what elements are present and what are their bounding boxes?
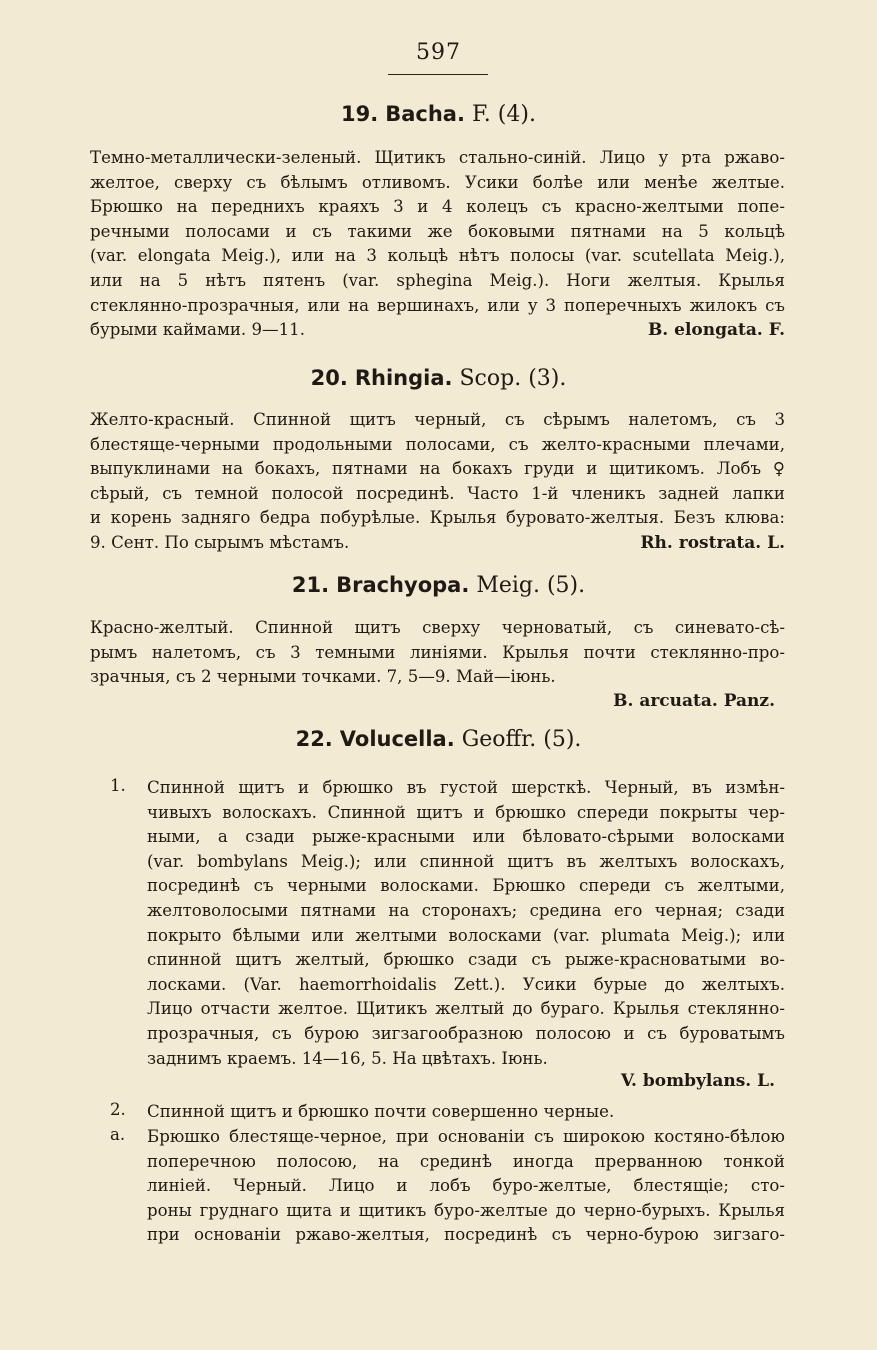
text-line: Желто-красный. Спинной щитъ черный, съ сѣрымъ налетомъ, съ 3 — [90, 410, 785, 429]
text-line: линіей. Черный. Лицо и лобъ буро-желтые, блестящіе; сто- — [147, 1176, 785, 1196]
genus-name: Rhingia. — [354, 366, 453, 390]
text-line: Темно-металлически-зеленый. Щитикъ стально-синій. Лицо у рта ржаво- — [90, 148, 785, 167]
text-line: спинной щитъ желтый, брюшко сзади съ рыже-красноватыми во- — [147, 950, 785, 970]
text-line-with-species — [90, 318, 785, 343]
section-heading-volucella — [0, 727, 877, 752]
text-line: бурыми каймами. 9—11. — [90, 320, 306, 340]
section-description-rhingia — [90, 408, 785, 556]
genus-author: Meig. (5). — [476, 573, 586, 598]
text-line: и корень задняго бедра побурѣлые. Крылья буровато-желтыя. Безъ клюва: — [90, 508, 785, 528]
genus-author: Geoffr. (5). — [461, 727, 582, 752]
header-rule — [388, 74, 488, 75]
text-line: поперечною полосою, на срединѣ иногда прерванною тонкой — [147, 1151, 785, 1171]
genus-author: Scop. (3). — [459, 366, 567, 391]
key-item-a — [147, 1125, 785, 1248]
species-name: B. elongata. F. — [647, 320, 785, 341]
genus-author: F. (4). — [471, 102, 536, 127]
key-item-marker: 1. — [110, 776, 126, 795]
section-description-brachyopa — [90, 616, 785, 690]
section-number: 20. — [310, 366, 348, 390]
key-item-marker: a. — [110, 1125, 126, 1144]
text-line: рымъ налетомъ, съ 3 темными линіями. Крылья почти стеклянно-про- — [90, 642, 785, 662]
section-heading-brachyopa — [0, 573, 877, 598]
text-line: заднимъ краемъ. 14—16, 5. На цвѣтахъ. Іюнь. — [147, 1048, 548, 1068]
text-line: Спинной щитъ и брюшко въ густой шерсткѣ. Черный, въ измѣн- — [147, 778, 785, 797]
section-heading-rhingia — [0, 366, 877, 391]
section-number: 21. — [291, 573, 330, 597]
text-line: (var. elongata Meig.), или на 3 кольцѣ нѣтъ полосы (var. scutellata Meig.), — [90, 246, 785, 266]
text-line: роны груднаго щита и щитикъ буро-желтые до черно-бурыхъ. Крылья — [147, 1200, 785, 1220]
text-line: ными, а сзади рыже-красными или бѣловато-сѣрыми волосками — [147, 827, 785, 847]
genus-name: Volucella. — [339, 727, 455, 751]
text-line: посрединѣ съ черными волосками. Брюшко спереди съ желтыми, — [147, 876, 785, 896]
text-line: сѣрый, съ темной полосой посрединѣ. Часто 1-й членикъ задней лапки — [90, 483, 785, 503]
section-heading-bacha — [0, 102, 877, 127]
genus-name: Bacha. — [385, 102, 465, 126]
text-line: желтоволосыми пятнами на сторонахъ; средина его черная; сзади — [147, 900, 785, 920]
text-line: Брюшко на переднихъ краяхъ 3 и 4 колецъ съ красно-желтыми попе- — [90, 197, 785, 217]
text-line: лосками. (Var. haemorrhoidalis Zett.). Усики бурые до желтыхъ. — [147, 974, 785, 994]
text-line: Красно-желтый. Спинной щитъ сверху черноватый, съ синевато-сѣ- — [90, 618, 785, 637]
section-description-bacha — [90, 146, 785, 343]
text-line: прозрачныя, съ бурою зигзагообразною полосою и съ буроватымъ — [147, 1023, 785, 1043]
genus-name: Brachyopa. — [336, 573, 470, 597]
text-line: выпуклинами на бокахъ, пятнами на бокахъ груди и щитикомъ. Лобъ ♀ — [90, 459, 785, 479]
text-line: Брюшко блестяще-черное, при основаніи съ широкою костяно-бѣлою — [147, 1127, 785, 1146]
text-line: покрыто бѣлыми или желтыми волосками (var. plumata Meig.); или — [147, 925, 785, 945]
species-name: B. arcuata. Panz. — [613, 691, 775, 711]
page-number: 597 — [416, 40, 461, 65]
text-line: Лицо отчасти желтое. Щитикъ желтый до бураго. Крылья стеклянно- — [147, 999, 785, 1019]
key-item-marker: 2. — [110, 1100, 126, 1119]
key-item-1 — [147, 776, 785, 1071]
text-line: стеклянно-прозрачныя, или на вершинахъ, или у 3 поперечныхъ жилокъ съ — [90, 295, 785, 315]
section-number: 19. — [341, 102, 379, 126]
species-name: Rh. rostrata. L. — [640, 532, 785, 553]
section-number: 22. — [295, 727, 333, 751]
text-line: Спинной щитъ и брюшко почти совершенно черные. — [147, 1102, 615, 1121]
text-line-with-species — [90, 531, 785, 556]
species-name: V. bombylans. L. — [620, 1071, 775, 1091]
text-line: или на 5 нѣтъ пятенъ (var. sphegina Meig.). Ноги желтыя. Крылья — [90, 270, 785, 290]
text-line: блестяще-черными продольными полосами, съ желто-красными плечами, — [90, 434, 785, 454]
text-line: речными полосами и съ такими же боковыми пятнами на 5 кольцѣ — [90, 221, 785, 241]
text-line: 9. Сент. По сырымъ мѣстамъ. — [90, 532, 350, 552]
text-line: чивыхъ волоскахъ. Спинной щитъ и брюшко спереди покрыты чер- — [147, 802, 785, 822]
text-line: зрачныя, съ 2 черными точками. 7, 5—9. Май—іюнь. — [90, 667, 556, 687]
text-line: желтое, сверху съ бѣлымъ отливомъ. Усики болѣе или менѣе желтые. — [90, 172, 785, 192]
text-line: при основаніи ржаво-желтыя, посрединѣ съ черно-бурою зигзаго- — [147, 1225, 785, 1245]
text-line: (var. bombylans Meig.); или спинной щитъ въ желтыхъ волоскахъ, — [147, 851, 785, 871]
key-item-2 — [147, 1100, 785, 1125]
